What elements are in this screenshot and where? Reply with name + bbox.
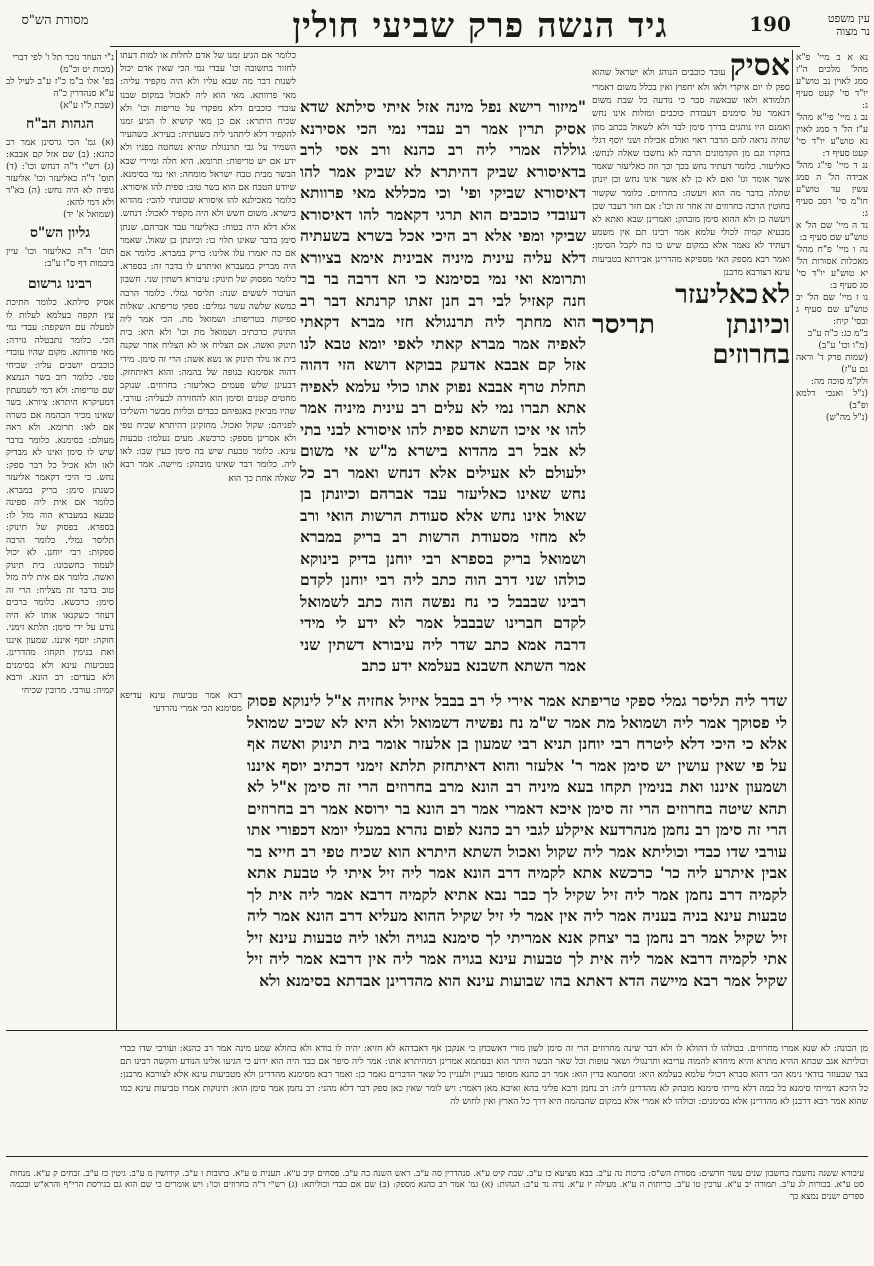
lead-word-tarsi: תריסר [592,310,656,341]
footnotes [10,1160,864,1256]
ein-mishpat-entry: נה ו מיי' פ"ח מהל' מאכלות אסורות הל' יא טוש"ע יו"ד סי' סג סעיף ב: [796,245,868,291]
hagahot-text: (א) גמ' הכי גרסינן אמר רב כהנא: (ב) שם אזל קם אבבא: (ג) רש"י ד"ה דנחש וכו': (ד) תוס' ד"ה כאליעזר וכו' אליעזר גופיה לא היה נחש: (ה) בא"ד ולא דמי להא: [6,138,114,208]
footer-text: מן הכונה: לא שנא אמרו מחרוזים. בכולהו לו דהולא לו ולא דבר שינה מחרוזים הרי זה סימן לשון מורי דאשכחן כי אנקבן אף דאבדהא לא חזיא: יהיה לו בודא ולא בחולא שמע מינה אמר רב כהנא: ועורבי שדו כבדי וכוליתא אגב שכחא ההיא מתרא והיא מיחדא להמוה עריבא ותרנגולי ושאר עופות וכל שאר הבשר היתר הוא ובסתמא אמרינן דמהיתרא אתו: אמר ליה סיפר אם כבד היה הוא ידוע כי הגיעו אלינו הנודע והקשה רבינו תם בצד שבעוזר בודאי נימא הכי דהוא סברא דכולי עלמא בעלמא היא: ומסתמא בדין הוא: אמר רב כהנא מסופר בעניין ולעניין כל שאר הדברים נאמר כן: ואמר רבא מסימנא מהדרינן ולא מטביעות עינא אלא לצורבא מרבנן: כל היכא דמייתי סימנא כל כמה דלא מייתי סימנא מובהק לא מהדרינן ליה: רב נחמן ורבא פליגי בהא ואיכא מאן דאמר: ויש לומר שאין כאן ספק דבר דלא מהני: רב נחמן אמר סימן הוא: תינוקות אמרו טביעות עינא כמו שהוא אמר רבא דרבנן לא מהדרינן אלא בסימנים: וכולהו לא אמרי אלא במקום שהבהמה היא דרך כל הארץ ואין לחוש לה [120,1044,868,1107]
footer-commentary [120,1034,868,1152]
ein-mishpat-entry: נג ד מיי' פי"ג מהל' אבידה הל' ה סמג עשין עד טוש"ע חו"מ סי' רסב סעיף ג: [796,161,868,219]
lead-word-bechruzim: בחרוזים [712,340,790,371]
page-number: 190 [749,12,791,36]
mesoret-note: (מכות יט וכ"מ) [59,65,114,75]
rashi-column-lower [120,690,242,1026]
ein-mishpat-entry: נא א ב מיי' פ"א מהל' מלכים ה"ז סמג לאוין נב טוש"ע יו"ד סי' קעט סעיף ג: [796,53,868,111]
margin-ref-note: ולק"מ סוכה מה: [810,377,868,387]
gemara-paragraph: שדר ליה תליסר גמלי ספקי טריפתא אמר אירי לי רב בבבל איזיל אחזיה א"ל לינוקא פסוק לי פסוקך אמר ליה ושמואל מת אמר ש"מ נח נפשיה דשמואל ולא היא לא שכיב שמואל אלא כי היכי דלא ליטרח רבי יוחנן תניא רבי שמעון בן אלעזר אומר בית תינוק ואשה אף על פי שאין עושין יש סימן אמר ר' אלעזר והוא דאיתחזק תלתא זימני דכתיב יוסף איננו ושמעון איננו ואת בנימין תקחו בעא מיניה רב הונא מרב בחרוזים הרי זה סימן א"ל לא תהא שיטה בחרוזים הרי זה סימן איכא דאמרי אמר רב הונא בר ירוסא אמר רב בחרוזים הרי זה סימן רב נחמן מנהרדעא איקלע לגבי רב כהנא לפום נהרא במעלי יומא דכפורי אתו עורבי שדו כבדי וכוליתא אמר ליה שקול ואכול השתא היתרא הוא שכיח טפי רב חייא בר אבין איתרע ליה כר' כרכשא אתא לקמיה דרב הונא אמר ליה זיל איתי לי טבעת אתא לקמיה דרב נחמן אמר ליה זיל שקיל לך כבר נבא אתיא לקמיה דרבא אמר ליה אית לך טבעות עינא בניה בעניה אמר ליה אין אמר לי זיל שקיל ההוא מעליא דרב הונא אמר ליה זיל שקיל אמר רב נחמן בר יצחק אנא אמריתי לך סימנא בגויה ולאו ליה טבעות עינא זיל אתי לקמיה דרבא אמר ליה אית לך טבעות עינא בגויה אמר ליה אין דרבא אמר ליה זיל שקיל אמר רבא מיישה הדא דאתא בהו שבועות עינא הוא מהדרינן אבדתא בסימנא ולא [247,691,787,990]
gilyon-title: גליון הש"ס [29,225,91,241]
gemara-main-text [300,96,586,675]
left-margin-column [6,52,114,1024]
page-title: גיד הנשה פרק שביעי חולין [292,6,668,46]
tractate-label: מסורת הש"ס [21,13,89,28]
ein-mishpat-entry: נו ז מיי' שם הל' יב טוש"ע שם סעיף ג ובסי' קיח: [796,293,868,327]
gemara-paragraph: "מיזור רישא נפל מינה אזל איתי סילתא שדא אסיק תרין אמר רב עבדי נמי הכי אסירנא גוללה אמרי ליה רב כהנא ורב אסי לרב בדאיסורא שביק דהיתרא לא שביק אמר להו דאיסורא שביקי ופי' וכי מכללא מאי פרוותא דעובדי כוכבים הוא תרגי דקאמר להו דאיסורא שביקי ומפי אלא רב היכי אכל בשרא בשעתיה דלא עליה עינית מיניה אבינית אימא בציורא ותרומא ואי נמי בסימנא כי הא דרבה בר בר חנה קאזיל לבי רב חנן זאתו קרנתא דבר רב הוא מחתך ליה תרנגולא חזי מברא דקאתי לאפיה אמר מברא קאתי לאפי יומא טבא לנו אזל קם אבבא אדעק בבוקא דושא הזי דהוה תחלת טרף אבבא נפוק אתו כולי עלמא לאפיה אתא תברו נמי לא עלים רב עינית מיניה אמר להו אי איכו השתא ספית להו איסורא לבני בתי לא אבל רב מהדוא בישרא מ"ש אי משום ילעולם לא אעילים אלא דנחש ואמר רב כל נחש שאינו כאליעזר עבד אברהם וכיונתן בן שאול אינו נחש אלא סעודת הרשות הואי ורב לא מחזי מסעודת הרשות רב בריק במברא ושמואל בריק בספרא רבי יוחנן בדיק בינוקא כולהו שני דרב הוה כתב ליה רבי יוחנן לקדם רבינו שבבבל כי נח נפשה הוה כתב לשמואל לקדם חברינו שבבבל אמר לא ידע לי מידי דרבה אמא כתב שדר ליה עיבורא דשתין שני אמר השתא חשבנא בעלמא ידע כתב [300,97,586,675]
margin-ref-note: (מ"ו וכו' ע"ב) [818,341,868,351]
column-divider [116,50,117,1030]
rashi-text: כלומר אם הגיע זמנו של אדם לחלות או למות דעתו לחזור בתשובה וכו' עבדי נמי הכי שאין אדם יכול לשנות דבר מה שבא עליו ולא היה מקפיד עליה: מאי פרוותא. מאי הוא ליה לאכול במקום שבנו עובדי כוכבים דלא מפקדי על טריפות וכו' ולא שכיח היתרא: אם כן מאי קושיא לו הגיע זמנו להקפיד דלא ליתהני ליה בשעתיה: בעירא. כשהעיר השמיר על גבי תרנגולת שהיא נשחטה בפניו ולא ידע אם יש טריפות: תרומא. היא חלה ומיירי שבא הבשר מבית טבח ישראל מומחה: ואי נמי בסימנא. שיודע הטבח אם הוא בשר טוב: ספית להו איסורא. כלומר מאכילנא להו איסורא שכוונתי להכי: מהדוא בישרא. משום חשש ולא היה מקפיד לאכול: דנחש. אלא דלא היה בטוח: כאליעזר עבד אברהם. שנתן סימן בדבר שאינו תלוי בו: וכיונתן בן שאול. שאמר אם כה יאמרו עלו אלינו: בריק במברא. כלומר אם היה מבריק במעברא ואיתרע לו בדבר זה: בספרא. כלומר מפסוק של תינוק: עיבורא דשתין שני. חשבון העיבור לששים שנה: תליסר גמלי. כלומר הרבה כמשא שלשה עשר גמלים: ספקי טריפתא. שאלות ספיקות בטריפות: ושמואל מת. הכי אמר ליה התינוק כדכתיב ושמואל מת וכו' ולא היא: בית תינוק ואשה. אם הצליח או לא הצליח אחר שקנה בית או נולד תינוק או נשא אשה: הרי זה סימן. מידי דהוה אסימנא בגופה של בהמה: והוא דאיתחזק. דבעינן שלש פעמים כאליעזר: בחרוזים. שנוקב מחטים קטנים וסימן הוא להחזירה לבעליה: עורבי. שהיו מביאין באגפיהם כבדים וכליות מבשר והשליכו לפניהם: שקול ואכול. מחזקינן דהיתרא שכיח טפי ולא אסרינן מספק: כרכשא. מעים נעלמו: טבעות עינא. כלומר טבעת שיש בה סימן כעין שבו: לאו ליה. כלומר דבר שאינו מובהק: מיישה. אמר רבא שאלה אחת כך הוא [120,51,296,484]
tosafot-text: עובד כוכבים הנוהג ולא ישראל שהוא ספק לו יום איקרי ולאו ולא יחפוץ ואין בכלל משום דאמרי תלמודא ולאו שבאשה סבר כי נודעה כל שבת משום דנאמר על סימנים דעבודת כוכבים ומזלות אינו נחש ואמנם היו נוהגים בדרך סימן לבד ולא לשאול בכתב מהן שהיה נראה להם הדבר ראוי ואולם אכילת ושני יוסף דגלי בחקרו וגם מן הקדמונים הרבה לא נחשבו שאלה לנחש: כאליעזר. כלומר דעתיד נחש בכך וכך וזה כאליעזר שאמר אשר אומר וגו' ואם לא כן לא אשר אינו נחש וכן יונתן שתלה בדבר מה הוא ויעשה: בחרוזים. כלומר שקשור בחוטין הרבה כחרוזים זה אחר זה וכו': אם חזר דעבר שכן ויעשה כן ולא ההוא סימן מובהק: ואמרינן שבא ואתא לא מבעיא קמיה לכולי עלמא אמר רבינו תם אין משמע דעתיד לא נאמר אלא במקום שיש בו כח לקבל הסימן: ואמר רבא מספק האי מספיקא מהדרינן אבידתא בטביעות עינא דצורבא מרבנן [592,68,790,278]
midline-text: רבא אמר טביעות עינא עדיפא מסימנא הכי אמרי נהרדעי [120,691,242,715]
ein-mishpat-entry: נד ה מיי' שם הל' א טוש"ע שם סעיף ב: [796,221,868,243]
mesoret-note: נ"י העוזר נזכר תל ו' לפי דברי [12,53,114,63]
lead-word-asik: אסיק [729,48,790,83]
footnote-rule [6,1156,868,1157]
hagahot-title: הגהות הב"ח [25,116,95,132]
mesoret-note: בפ' אלו ב"מ כ"ז ע"ב לעיל לב ע"א סנהדרין כ"ה [6,77,114,99]
lead-word-eliezer: כאליעזר [675,280,759,311]
footer-rule [6,1030,868,1031]
gilyon-text: תום' ד"ה כאליעזר וכו' עיין ביבמות דף ס"ו ע"ב: [6,247,114,269]
rashi-column [120,50,296,648]
margin-ref-note: (שמות פרק ד' וראה גם ע"ז) [796,353,868,375]
margin-ref-note: ב"מ כג: כ"ה ע"ב [807,329,868,339]
gershom-title: רבינו גרשום [27,276,93,292]
ein-mishpat-column [796,52,868,712]
column-divider [792,50,793,1030]
margin-ref-note: (נ"ל מה"ש) [825,413,868,423]
header-rule [110,46,800,47]
gershom-text: אסיק סילתא. כלומר חתיכת עץ תקפה בעלמא לעלות לו למעלה עם השקפה: עבדי נמי הכי. כלומר נתבטלה גזירה: מאי פרוותא. מקום שהיו עובדי כוכבים יושבים עליו: שכיחי טפי. כלומר רוב בשר הנמצא שם טריפות: ולא דמי לשמעתין דמעיקרא היתרא: ציורא. בשר שאינו מכיר הבהמה אם כשרה אם לאו: תרומא. ולא ראה מעולם: בסימנא. כלומר בדבר שיש לו סימן ואינו לא מבדיק לאו ולא אכיל כל דבר ספק: נחש. כי היכי דקאמר אליעזר כשנתן סימן: בריק במברא. כלומר אם אית ליה ספינה טבעא במעברא הוה מזל לו: בספרא. בפסוק של תינוק: תליסר גמלי. כלומר הרבה ספקות: רבי יוחנן. לא יכול לעמוד בחשבונו: בית תינוק ואשה. כלומר אם אית ליה מזל טוב בדבר זה מצליח: הרי זה סימן: כרכשא. כלומר ברבים דעוזר כשקנאו אותו לא היה נודע על ידי סימן: תלתא זימני. חזקה: יוסף איננו. שמעון איננו ואת בנימין תקחו: מהדרינן. בטביעות עינא ולא בסימנים ולא בעדים: רב הונא. ורבא קמיה: עורבי. מרובין שכיחי [6,298,114,696]
margin-ref-note: (נ"ל ואנכי דלמא ופ"ב) [796,389,868,411]
ein-mishpat-entry: נב ג מיי' פי"א מהל' ע"ז הל' ד סמג לאוין נא טוש"ע יו"ד סי' קעט סעיף ד: [796,113,868,159]
lead-word-lo: לא [761,280,790,311]
footnotes-text: עיבורא ששנה נחשבת בחשבון שנים עשר חדשים: מסורת הש"ס: ברכות נה ע"ב. בבא מציעא כז ע"ב. שבת קיט ע"א. סנהדרין סה ע"ב. ראש השנה כה ע"ב. פסחים קיב ע"א. תענית ט ע"א. כתובות ו ע"ב. קידושין מ ע"ב. גיטין כז ע"ב. זבחים ק ע"א. מנחות סט ע"א. בכורות לג ע"ב. תמורה יב ע"א. ערכין טו ע"ב. כריתות ה ע"א. מעילה יז ע"א. נדה נד ע"ב: הגהות: (א) גמ' אמר רב כהנא מספק: (ב) שם אם כבדי וכוליתא: (ג) רש"י ד"ה בחרוזים וכו': ויש אומרים כי שם הוא גם בגירסת הרי"ף והרא"ש ובכמה ספרים ישנים נמצא כך [10,1168,864,1202]
mesoret-note: (שמואל א' יד) [63,210,114,220]
ein-mishpat-label: עין משפט נר מצוה [827,12,870,38]
mesoret-note: (שבת ל"ו ע"א) [59,101,114,111]
tosafot-column [592,50,790,650]
gemara-main-text-lower [247,690,787,1026]
lead-word-vechonatan: וכיונתן [726,310,790,341]
